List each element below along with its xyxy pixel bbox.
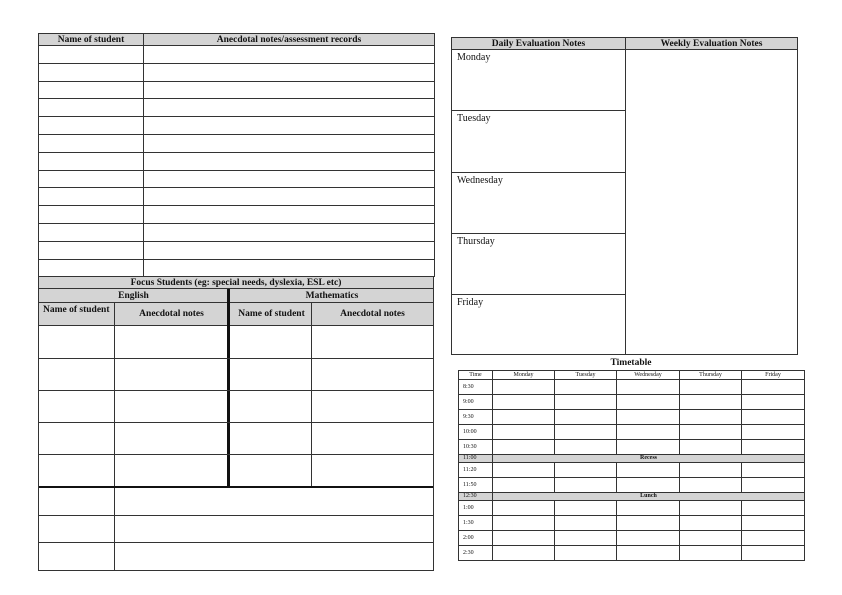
anecdotal-notes-cell[interactable] <box>144 188 435 206</box>
timetable-time: 11:00 <box>459 455 493 463</box>
timetable-cell[interactable] <box>742 425 805 440</box>
timetable-cell[interactable] <box>617 546 680 561</box>
timetable-cell[interactable] <box>617 531 680 546</box>
timetable-cell[interactable] <box>680 546 742 561</box>
day-tuesday: Tuesday <box>457 113 491 124</box>
anecdotal-notes-cell[interactable] <box>144 170 435 188</box>
timetable-header-wednesday: Wednesday <box>617 371 680 380</box>
timetable-break-row <box>459 493 805 501</box>
anecdotal-notes-cell[interactable] <box>144 63 435 81</box>
timetable-time: 8:30 <box>459 380 493 395</box>
timetable-cell[interactable] <box>555 531 617 546</box>
student-name-cell[interactable] <box>39 241 144 259</box>
timetable-cell[interactable] <box>680 380 742 395</box>
day-wednesday: Wednesday <box>457 175 503 186</box>
timetable-row <box>459 478 805 493</box>
timetable-cell[interactable] <box>555 501 617 516</box>
timetable-time: 2:30 <box>459 546 493 561</box>
timetable-cell[interactable] <box>493 546 555 561</box>
timetable-row <box>459 410 805 425</box>
anecdotal-row <box>39 46 435 64</box>
timetable-cell[interactable] <box>493 380 555 395</box>
student-name-cell[interactable] <box>39 81 144 99</box>
timetable-cell[interactable] <box>680 463 742 478</box>
timetable-cell[interactable] <box>617 501 680 516</box>
timetable-cell[interactable] <box>742 463 805 478</box>
timetable-cell[interactable] <box>493 478 555 493</box>
timetable-row <box>459 380 805 395</box>
timetable-time: 11:50 <box>459 478 493 493</box>
anecdotal-col-student: Name of student <box>39 34 144 46</box>
timetable-cell[interactable] <box>493 395 555 410</box>
timetable-row <box>459 516 805 531</box>
focus-row-line <box>39 542 433 543</box>
student-name-cell[interactable] <box>39 206 144 224</box>
evaluation-divider <box>625 38 626 354</box>
focus-section-line <box>39 486 433 488</box>
timetable-cell[interactable] <box>555 425 617 440</box>
timetable-time: 11:20 <box>459 463 493 478</box>
anecdotal-row <box>39 223 435 241</box>
timetable-cell[interactable] <box>617 463 680 478</box>
timetable-cell[interactable] <box>493 531 555 546</box>
focus-column-header <box>39 303 433 326</box>
student-name-cell[interactable] <box>39 259 144 277</box>
timetable-row <box>459 425 805 440</box>
student-name-cell[interactable] <box>39 99 144 117</box>
focus-row-line <box>39 390 433 391</box>
timetable-time: 2:00 <box>459 531 493 546</box>
timetable-cell[interactable] <box>617 410 680 425</box>
timetable-cell[interactable] <box>493 410 555 425</box>
anecdotal-row <box>39 188 435 206</box>
timetable-cell[interactable] <box>493 501 555 516</box>
focus-subject-header <box>39 289 433 303</box>
anecdotal-row <box>39 63 435 81</box>
timetable-cell[interactable] <box>742 501 805 516</box>
timetable-cell[interactable] <box>742 516 805 531</box>
anecdotal-notes-cell[interactable] <box>144 134 435 152</box>
timetable-cell[interactable] <box>742 410 805 425</box>
timetable-time: 10:30 <box>459 440 493 455</box>
timetable-cell[interactable] <box>742 478 805 493</box>
weekly-evaluation-heading: Weekly Evaluation Notes <box>660 39 763 49</box>
focus-row-line <box>39 422 433 423</box>
timetable-cell[interactable] <box>555 516 617 531</box>
anecdotal-row <box>39 99 435 117</box>
timetable-cell[interactable] <box>555 380 617 395</box>
mathematics-heading: Mathematics <box>305 291 359 301</box>
timetable-cell[interactable] <box>680 531 742 546</box>
student-name-cell[interactable] <box>39 152 144 170</box>
timetable-cell[interactable] <box>555 463 617 478</box>
anecdotal-row <box>39 152 435 170</box>
timetable-cell[interactable] <box>680 478 742 493</box>
anecdotal-notes-table <box>38 33 435 277</box>
timetable-cell[interactable] <box>493 516 555 531</box>
timetable-row <box>459 501 805 516</box>
student-name-cell[interactable] <box>39 63 144 81</box>
maths-name-of-student-header: Name of student <box>238 309 305 319</box>
timetable-title: Timetable <box>610 358 652 368</box>
timetable-time: 1:30 <box>459 516 493 531</box>
day-monday: Monday <box>457 52 491 63</box>
timetable-header-time: Time <box>459 371 493 380</box>
focus-students-title: Focus Students (eg: special needs, dyslexia, ESL etc) <box>39 277 433 289</box>
timetable-time: 9:30 <box>459 410 493 425</box>
anecdotal-notes-cell[interactable] <box>144 46 435 64</box>
timetable-cell[interactable] <box>555 546 617 561</box>
timetable-row <box>459 395 805 410</box>
timetable-cell[interactable] <box>555 478 617 493</box>
day-friday: Friday <box>457 297 484 308</box>
focus-divider <box>114 303 115 570</box>
timetable-time: 9:00 <box>459 395 493 410</box>
timetable-cell[interactable] <box>617 478 680 493</box>
anecdotal-notes-cell[interactable] <box>144 152 435 170</box>
timetable-time: 10:00 <box>459 425 493 440</box>
timetable-cell[interactable] <box>617 516 680 531</box>
timetable-cell[interactable] <box>680 440 742 455</box>
focus-row-line <box>39 515 433 516</box>
timetable-cell[interactable] <box>555 440 617 455</box>
timetable-cell[interactable] <box>617 440 680 455</box>
timetable-cell[interactable] <box>680 410 742 425</box>
english-anecdotal-notes-header: Anecdotal notes <box>139 309 204 319</box>
english-name-of-student-header: Name of student <box>43 305 110 315</box>
anecdotal-notes-cell[interactable] <box>144 117 435 135</box>
student-name-cell[interactable] <box>39 223 144 241</box>
timetable-cell[interactable] <box>555 395 617 410</box>
timetable-row <box>459 531 805 546</box>
timetable-cell[interactable] <box>493 463 555 478</box>
timetable-row <box>459 463 805 478</box>
timetable-cell[interactable] <box>617 395 680 410</box>
timetable-cell[interactable] <box>742 395 805 410</box>
anecdotal-notes-cell[interactable] <box>144 223 435 241</box>
timetable-cell[interactable] <box>680 395 742 410</box>
timetable-break-row <box>459 455 805 463</box>
timetable-cell[interactable] <box>493 440 555 455</box>
student-name-cell[interactable] <box>39 117 144 135</box>
anecdotal-row <box>39 206 435 224</box>
student-name-cell[interactable] <box>39 170 144 188</box>
timetable-cell[interactable] <box>742 531 805 546</box>
timetable-cell[interactable] <box>617 425 680 440</box>
timetable-cell[interactable] <box>742 380 805 395</box>
english-heading: English <box>118 291 149 301</box>
focus-row-line <box>39 454 433 455</box>
focus-subject-divider <box>227 289 230 488</box>
timetable-time: 12:30 <box>459 493 493 501</box>
timetable <box>458 370 805 561</box>
timetable-cell[interactable] <box>493 425 555 440</box>
timetable-break-label: Lunch <box>493 493 805 501</box>
anecdotal-notes-cell[interactable] <box>144 259 435 277</box>
timetable-cell[interactable] <box>555 410 617 425</box>
student-name-cell[interactable] <box>39 46 144 64</box>
focus-students-block <box>38 276 434 571</box>
anecdotal-row <box>39 170 435 188</box>
anecdotal-row <box>39 117 435 135</box>
student-name-cell[interactable] <box>39 134 144 152</box>
timetable-header-tuesday: Tuesday <box>555 371 617 380</box>
timetable-row <box>459 440 805 455</box>
focus-row-line <box>39 358 433 359</box>
timetable-cell[interactable] <box>742 546 805 561</box>
day-thursday: Thursday <box>457 236 495 247</box>
maths-anecdotal-notes-header: Anecdotal notes <box>340 309 405 319</box>
student-name-cell[interactable] <box>39 188 144 206</box>
timetable-cell[interactable] <box>680 501 742 516</box>
anecdotal-row <box>39 259 435 277</box>
timetable-header-friday: Friday <box>742 371 805 380</box>
timetable-cell[interactable] <box>680 516 742 531</box>
daily-evaluation-heading: Daily Evaluation Notes <box>491 39 586 49</box>
timetable-cell[interactable] <box>617 380 680 395</box>
timetable-header-monday: Monday <box>493 371 555 380</box>
timetable-cell[interactable] <box>680 425 742 440</box>
anecdotal-notes-cell[interactable] <box>144 206 435 224</box>
anecdotal-row <box>39 241 435 259</box>
anecdotal-notes-cell[interactable] <box>144 99 435 117</box>
anecdotal-notes-cell[interactable] <box>144 81 435 99</box>
anecdotal-col-notes: Anecdotal notes/assessment records <box>144 34 435 46</box>
timetable-header-thursday: Thursday <box>680 371 742 380</box>
anecdotal-row <box>39 134 435 152</box>
timetable-time: 1:00 <box>459 501 493 516</box>
timetable-row <box>459 546 805 561</box>
anecdotal-row <box>39 81 435 99</box>
timetable-cell[interactable] <box>742 440 805 455</box>
evaluation-notes-block <box>451 37 798 355</box>
focus-divider <box>311 303 312 488</box>
anecdotal-notes-cell[interactable] <box>144 241 435 259</box>
timetable-break-label: Recess <box>493 455 805 463</box>
